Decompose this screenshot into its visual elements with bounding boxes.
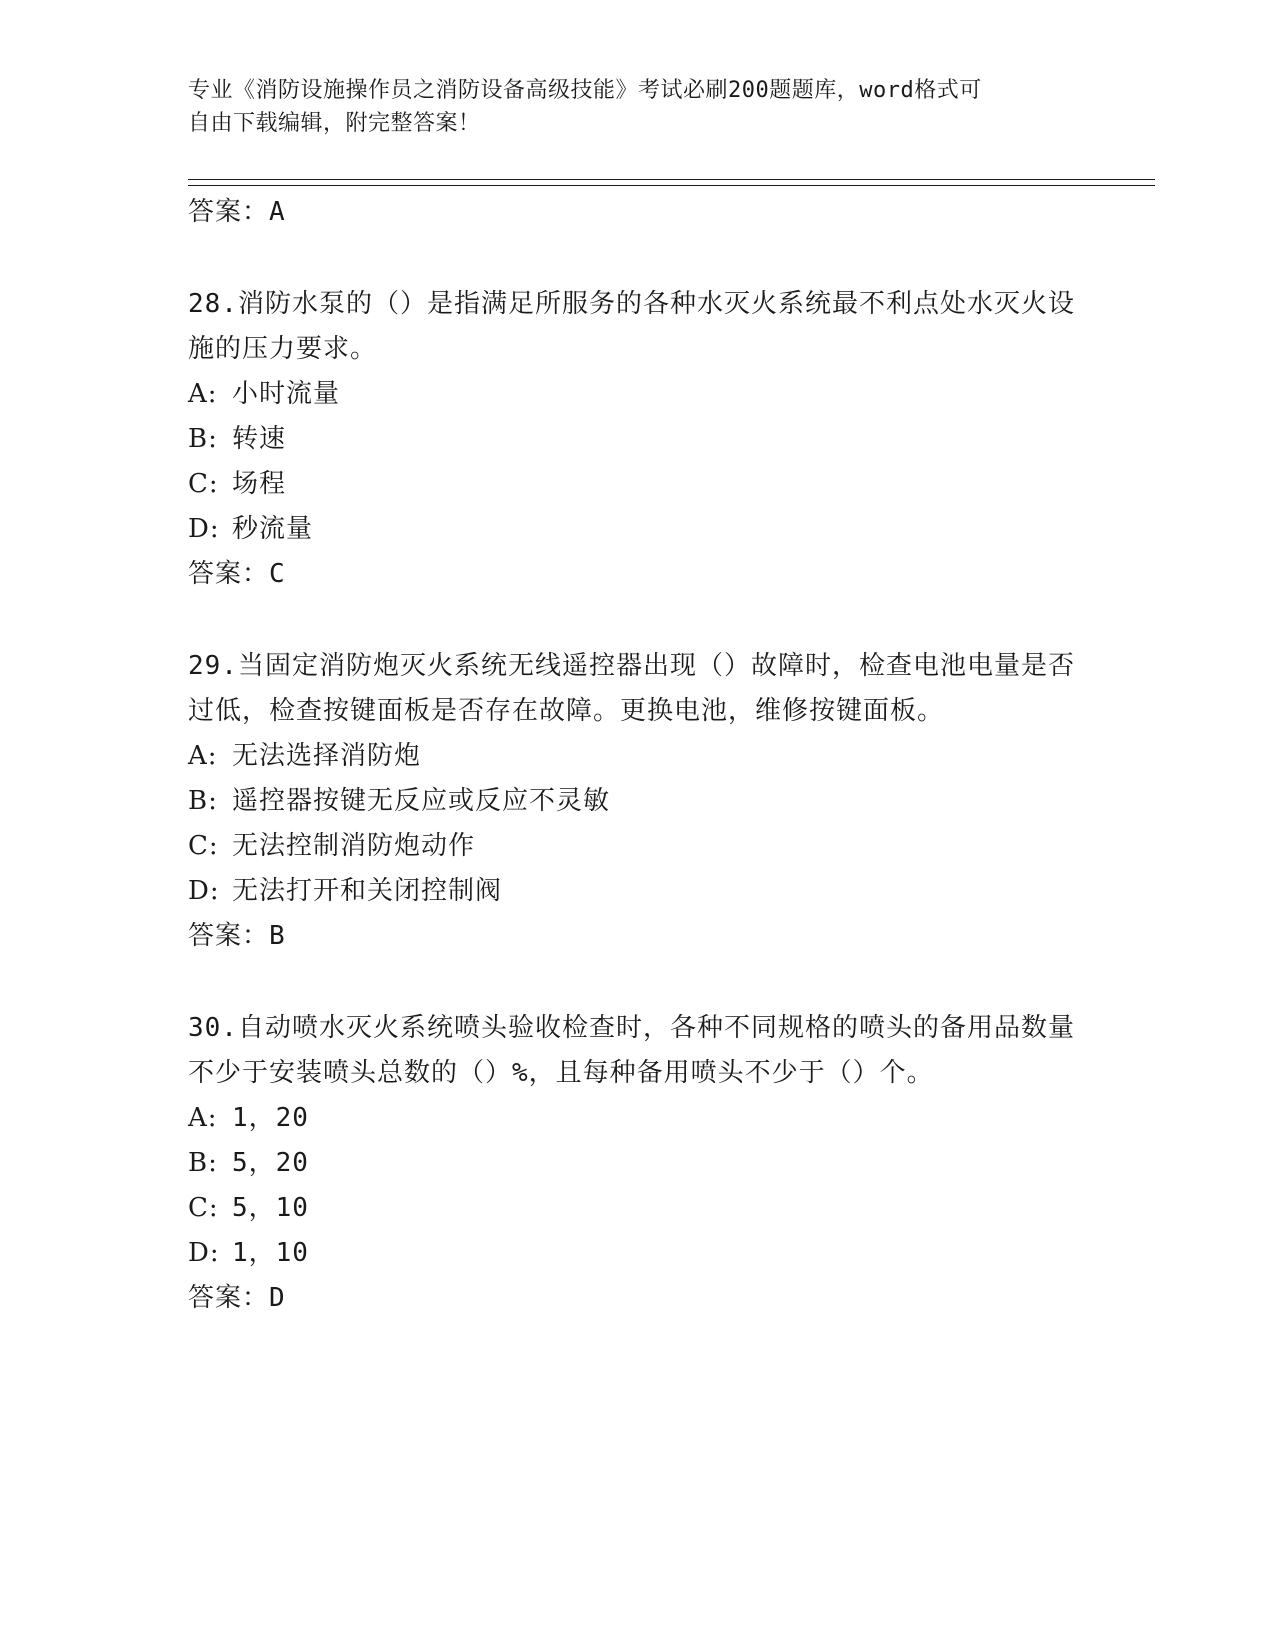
option-d [188, 507, 1088, 552]
option-letter: D: [188, 514, 220, 544]
answer-label: 答案： [188, 1283, 270, 1313]
option-a [188, 372, 1088, 417]
option-text: 遥控器按键无反应或反应不灵敏 [232, 786, 611, 816]
option-text: 无法控制消防炮动作 [232, 831, 476, 861]
option-letter: B: [188, 786, 218, 816]
option-letter: B: [188, 1148, 218, 1178]
option-a [188, 734, 1088, 779]
option-letter: B: [188, 424, 218, 454]
option-text: 无法打开和关闭控制阀 [232, 876, 503, 906]
option-c [188, 1186, 1088, 1231]
answer-label: 答案： [188, 197, 270, 227]
header-divider [188, 179, 1155, 186]
option-letter: C: [188, 831, 219, 861]
answer-label: 答案： [188, 921, 270, 951]
option-b [188, 417, 1088, 462]
question-text: 28.消防水泵的（）是指满足所服务的各种水灭火系统最不利点处水灭火设施的压力要求。 [188, 289, 1075, 364]
answer-line [188, 1276, 1088, 1320]
question-30 [188, 1006, 1088, 1320]
option-c [188, 824, 1088, 869]
option-letter: D: [188, 1238, 220, 1268]
option-text: 1，10 [232, 1238, 309, 1268]
option-text: 无法选择消防炮 [232, 741, 422, 771]
option-text: 5，10 [232, 1193, 309, 1223]
option-letter: C: [188, 469, 219, 499]
option-text: 场程 [232, 469, 287, 499]
header-line-2: 自由下载编辑，附完整答案！ [188, 111, 481, 136]
answer-value: C [269, 559, 286, 589]
option-d [188, 1231, 1088, 1276]
answer-line [188, 914, 1088, 958]
document-header [188, 74, 1088, 140]
question-text: 29.当固定消防炮灭火系统无线遥控器出现（）故障时，检查电池电量是否过低，检查按键面板是否存在故障。更换电池，维修按键面板。 [188, 651, 1075, 726]
option-d [188, 869, 1088, 914]
answer-line [188, 190, 1088, 234]
option-b [188, 779, 1088, 824]
option-text: 转速 [232, 424, 287, 454]
option-letter: D: [188, 876, 220, 906]
option-letter: A: [188, 379, 218, 409]
document-body [188, 190, 1088, 1320]
option-text: 5，20 [232, 1148, 309, 1178]
option-text: 秒流量 [232, 514, 314, 544]
option-letter: A: [188, 1103, 218, 1133]
question-29 [188, 644, 1088, 958]
answer-line [188, 552, 1088, 596]
option-text: 1，20 [232, 1103, 309, 1133]
header-line-1: 专业《消防设施操作员之消防设备高级技能》考试必刷200题题库，word格式可 [188, 78, 982, 103]
option-letter: A: [188, 741, 218, 771]
answer-value: D [269, 1283, 286, 1313]
question-text: 30.自动喷水灭火系统喷头验收检查时，各种不同规格的喷头的备用品数量不少于安装喷头总数的（）%，且每种备用喷头不少于（）个。 [188, 1013, 1075, 1088]
option-b [188, 1141, 1088, 1186]
option-text: 小时流量 [232, 379, 341, 409]
answer-value: B [269, 921, 286, 951]
option-c [188, 462, 1088, 507]
option-a [188, 1096, 1088, 1141]
question-28 [188, 282, 1088, 596]
answer-label: 答案： [188, 559, 270, 589]
answer-value: A [269, 197, 286, 227]
option-letter: C: [188, 1193, 219, 1223]
